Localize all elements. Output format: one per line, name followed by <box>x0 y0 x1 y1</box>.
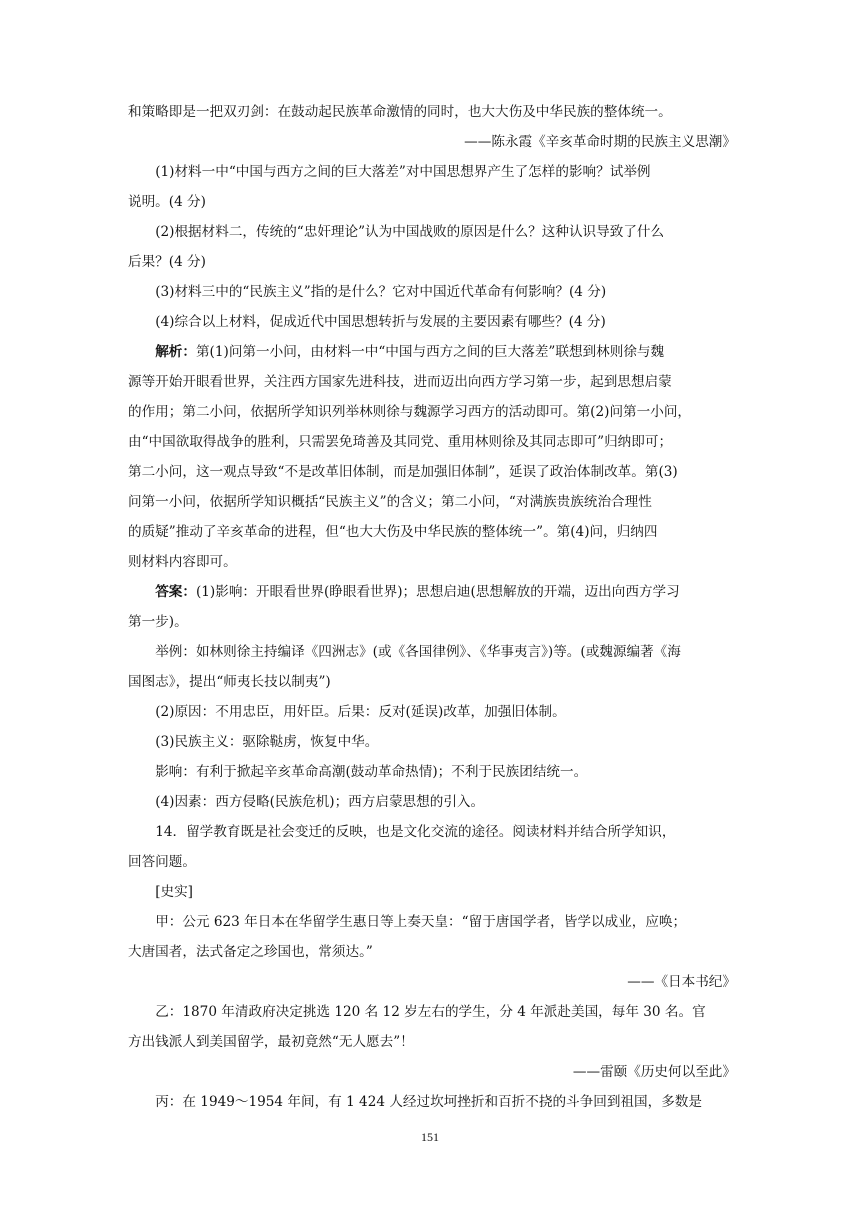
text-line: 影响：有利于掀起辛亥革命高潮(鼓动革命热情)；不利于民族团结统一。 <box>155 764 588 780</box>
text-line: (1)影响：开眼看世界(睁眼看世界)；思想启迪(思想解放的开端，迈出向西方学习 <box>195 584 680 600</box>
text-line: 回答问题。 <box>128 854 196 870</box>
question-1: (1)材料一中“中国与西方之间的巨大落差”对中国思想界产生了怎样的影响？试举例 <box>155 164 651 180</box>
text-line: (3)民族主义：驱除鞑虏，恢复中华。 <box>155 734 379 750</box>
text-line: 第(1)问第一小问，由材料一中“中国与西方之间的巨大落差”联想到林则徐与魏 <box>195 344 665 360</box>
citation: ——《日本书纪》 <box>627 974 736 990</box>
answer-label: 答案： <box>155 584 196 600</box>
question-3: (3)材料三中的“民族主义”指的是什么？它对中国近代革命有何影响？(4 分) <box>155 284 607 300</box>
text-line: 国图志》，提出“师夷长技以制夷”) <box>128 674 331 690</box>
material-jia: 甲：公元 623 年日本在华留学生惠日等上奏天皇：“留于唐国学者，皆学以成业，应唤； <box>155 914 687 930</box>
analysis-label: 解析： <box>155 344 196 360</box>
text-line: 说明。(4 分) <box>128 194 206 210</box>
text-line: 问第一小问，依据所学知识概括“民族主义”的含义；第二小问，“对满族贵族统治合理性 <box>128 494 652 510</box>
text-line: 第一步)。 <box>128 614 188 630</box>
text-line: 大唐国者，法式备定之珍国也，常须达。” <box>128 944 373 960</box>
text-line: (4)因素：西方侵略(民族危机)；西方启蒙思想的引入。 <box>155 794 485 810</box>
page-number: 151 <box>421 1130 439 1144</box>
text-line: 后果？(4 分) <box>128 254 206 270</box>
text-line: 的作用；第二小问，依据所学知识列举林则徐与魏源学习西方的活动即可。第(2)问第一小问， <box>128 404 692 420</box>
material-bing: 丙：在 1949～1954 年间，有 1 424 人经过坎坷挫折和百折不挠的斗争回到祖国，多数是 <box>155 1094 702 1110</box>
text-line: 的质疑”推动了辛亥革命的进程，但“也大大伤及中华民族的整体统一”。第(4)问，归纳四 <box>128 524 658 540</box>
text-line: (2)原因：不用忠臣，用奸臣。后果：反对(延误)改革，加强旧体制。 <box>155 704 566 720</box>
answer-paragraph <box>128 582 736 602</box>
citation: ——雷颐《历史何以至此》 <box>572 1064 736 1080</box>
question-14: 14．留学教育既是社会变迁的反映，也是文化交流的途径。阅读材料并结合所学知识， <box>155 824 676 840</box>
question-4: (4)综合以上材料，促成近代中国思想转折与发展的主要因素有哪些？(4 分) <box>155 314 606 330</box>
text-line: 第二小问，这一观点导致“不是改革旧体制，而是加强旧体制”，延误了政治体制改革。第(3) <box>128 464 678 480</box>
text-line: 由“中国欲取得战争的胜利，只需罢免琦善及其同党、重用林则徐及其同志即可”归纳即可； <box>128 434 673 450</box>
material-yi: 乙：1870 年清政府决定挑选 120 名 12 岁左右的学生，分 4 年派赴美国，每年 30 名。官 <box>155 1004 706 1020</box>
text-line: 举例：如林则徐主持编译《四洲志》(或《各国律例》、《华事夷言》)等。(或魏源编著《海 <box>155 644 681 660</box>
text-line: 和策略即是一把双刃剑：在鼓动起民族革命激情的同时，也大大伤及中华民族的整体统一。 <box>128 104 672 120</box>
section-heading: [史实] <box>155 884 193 900</box>
question-2: (2)根据材料二，传统的“忠奸理论”认为中国战败的原因是什么？这种认识导致了什么 <box>155 224 665 240</box>
text-line: 则材料内容即可。 <box>128 554 237 570</box>
text-line: 源等开始开眼看世界，关注西方国家先进科技，进而迈出向西方学习第一步，起到思想启蒙 <box>128 374 672 390</box>
analysis-paragraph <box>128 342 736 362</box>
text-line: 方出钱派人到美国留学，最初竟然“无人愿去”！ <box>128 1034 414 1050</box>
citation: ——陈永霞《辛亥革命时期的民族主义思潮》 <box>464 134 736 150</box>
